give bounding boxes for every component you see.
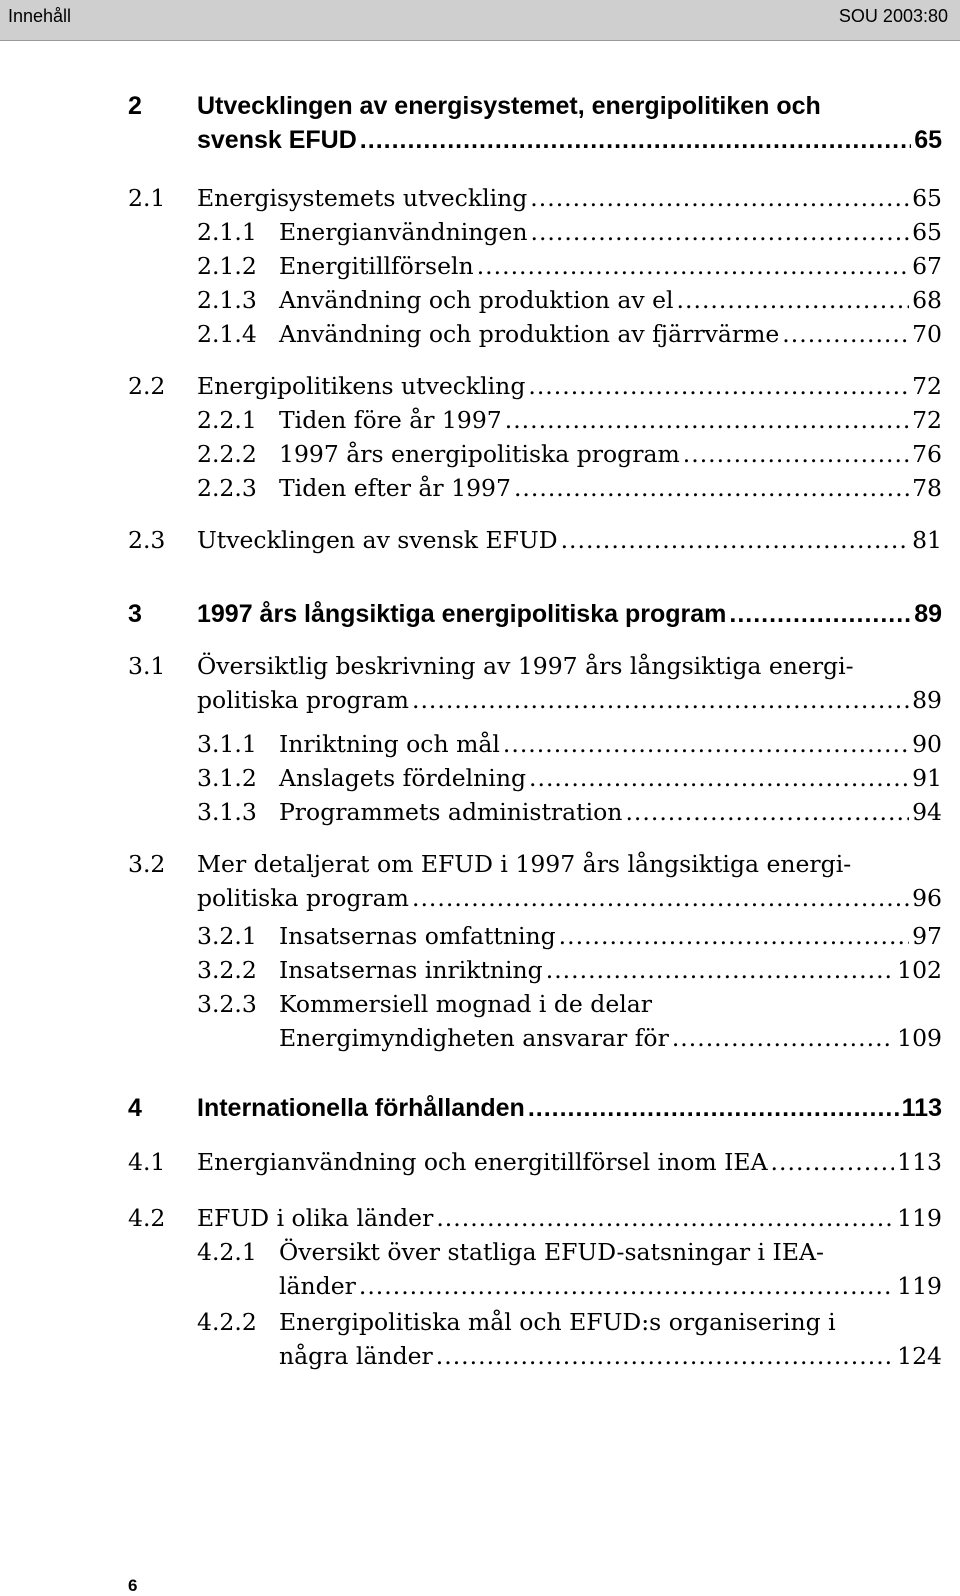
toc-title: Insatsernas inriktning	[279, 956, 543, 984]
running-header	[0, 0, 960, 41]
toc-title: Energipolitikens utveckling	[197, 372, 526, 400]
dot-leader	[529, 764, 909, 792]
toc-title: Tiden efter år 1997	[279, 474, 511, 502]
header-section-title: Innehåll	[8, 6, 72, 26]
toc-title: 1997 års långsiktiga energipolitiska program	[197, 600, 727, 628]
toc-number: 2.1	[128, 184, 166, 212]
toc-title: 1997 års energipolitiska program	[279, 440, 680, 468]
toc-number: 3.1.1	[197, 730, 257, 758]
dot-leader	[782, 320, 909, 348]
toc-number: 3	[128, 600, 142, 628]
toc-title: Mer detaljerat om EFUD i 1997 års långsiktiga energi-	[197, 850, 852, 878]
dot-leader	[528, 1094, 899, 1123]
toc-page-number: 70	[912, 320, 942, 348]
toc-number: 3.2	[128, 850, 166, 878]
toc-page-number: 90	[912, 730, 942, 758]
toc-title: svensk EFUD	[197, 126, 357, 154]
dot-leader	[412, 884, 909, 912]
toc-number: 2	[128, 92, 142, 120]
dot-leader	[625, 798, 909, 826]
toc-title: Kommersiell mognad i de delar	[279, 990, 653, 1018]
toc-number: 2.2.1	[197, 406, 257, 434]
toc-number: 2.3	[128, 526, 166, 554]
dot-leader	[412, 686, 909, 714]
dot-leader	[559, 922, 909, 950]
toc-page-number: 65	[912, 218, 942, 246]
toc-page-number: 81	[912, 526, 942, 554]
toc-page-number: 76	[912, 440, 942, 468]
toc-page-number: 68	[912, 286, 942, 314]
dot-leader	[683, 440, 909, 468]
toc-number: 4.2.1	[197, 1238, 257, 1266]
dot-leader	[677, 286, 910, 314]
toc-page-number: 124	[897, 1342, 942, 1370]
toc-title: Utvecklingen av svensk EFUD	[197, 526, 558, 554]
toc-number: 2.2	[128, 372, 166, 400]
toc-title: Energimyndigheten ansvarar för	[279, 1024, 669, 1052]
toc-number: 4.2.2	[197, 1308, 257, 1336]
toc-page-number: 67	[912, 252, 942, 280]
toc-page-number: 78	[912, 474, 942, 502]
toc-number: 2.1.2	[197, 252, 257, 280]
toc-page-number: 91	[912, 764, 942, 792]
toc-number: 2.1.4	[197, 320, 257, 348]
toc-title: Anslagets fördelning	[279, 764, 526, 792]
toc-page-number: 96	[912, 884, 942, 912]
toc-number: 3.1.3	[197, 798, 257, 826]
toc-number: 3.2.1	[197, 922, 257, 950]
toc-page-number: 65	[912, 184, 942, 212]
toc-page-number: 72	[912, 406, 942, 434]
toc-page-number: 89	[914, 600, 942, 628]
toc-title: Tiden före år 1997	[279, 406, 502, 434]
toc-number: 2.1.1	[197, 218, 257, 246]
toc-title: Användning och produktion av el	[279, 286, 674, 314]
toc-number: 4.2	[128, 1204, 166, 1232]
toc-page-number: 97	[912, 922, 942, 950]
toc-title: Energianvändning och energitillförsel inom IEA	[197, 1148, 768, 1176]
dot-leader	[436, 1342, 894, 1370]
dot-leader	[360, 126, 911, 155]
dot-leader	[672, 1024, 894, 1052]
toc-page-number: 89	[912, 686, 942, 714]
toc-number: 3.2.2	[197, 956, 257, 984]
toc-number: 2.2.3	[197, 474, 257, 502]
toc-page-number: 102	[897, 956, 942, 984]
toc-number: 2.1.3	[197, 286, 257, 314]
toc-page-number: 119	[897, 1204, 942, 1232]
dot-leader	[477, 252, 909, 280]
toc-page-number: 109	[897, 1024, 942, 1052]
toc-title: Användning och produktion av fjärrvärme	[279, 320, 780, 348]
dot-leader	[729, 600, 911, 629]
toc-number: 3.1	[128, 652, 166, 680]
toc-title: Inriktning och mål	[279, 730, 500, 758]
page-number: 6	[128, 1576, 138, 1595]
dot-leader	[359, 1272, 894, 1300]
toc-title: Energitillförseln	[279, 252, 474, 280]
toc-title: några länder	[279, 1342, 433, 1370]
toc-title: politiska program	[197, 686, 409, 714]
dot-leader	[530, 218, 909, 246]
dot-leader	[514, 474, 909, 502]
toc-number: 4	[128, 1094, 142, 1122]
toc-number: 3.2.3	[197, 990, 257, 1018]
toc-number: 4.1	[128, 1148, 166, 1176]
toc-title: länder	[279, 1272, 356, 1300]
toc-page-number: 113	[901, 1094, 942, 1122]
toc-title: Energianvändningen	[279, 218, 528, 246]
dot-leader	[561, 526, 910, 554]
toc-page-number: 119	[897, 1272, 942, 1300]
toc-title: Översiktlig beskrivning av 1997 års långsiktiga energi-	[197, 652, 854, 680]
dot-leader	[546, 956, 894, 984]
toc-number: 2.2.2	[197, 440, 257, 468]
toc-page-number: 113	[897, 1148, 942, 1176]
toc-page-number: 65	[914, 126, 942, 154]
dot-leader	[505, 406, 909, 434]
dot-leader	[436, 1204, 894, 1232]
toc-title: Energipolitiska mål och EFUD:s organisering i	[279, 1308, 836, 1336]
toc-title: Programmets administration	[279, 798, 623, 826]
toc-number: 3.1.2	[197, 764, 257, 792]
dot-leader	[503, 730, 909, 758]
dot-leader	[528, 372, 909, 400]
toc-title: Insatsernas omfattning	[279, 922, 556, 950]
toc-title: Internationella förhållanden	[197, 1094, 525, 1122]
toc-title: EFUD i olika länder	[197, 1204, 434, 1232]
dot-leader	[530, 184, 909, 212]
header-report-id: SOU 2003:80	[838, 6, 948, 26]
toc-title: Energisystemets utveckling	[197, 184, 528, 212]
toc-title: politiska program	[197, 884, 409, 912]
toc-title: Översikt över statliga EFUD-satsningar i IEA-	[279, 1238, 824, 1266]
dot-leader	[771, 1148, 895, 1176]
toc-page-number: 94	[912, 798, 942, 826]
toc-title: Utvecklingen av energisystemet, energipolitiken och	[197, 92, 821, 120]
toc-page-number: 72	[912, 372, 942, 400]
